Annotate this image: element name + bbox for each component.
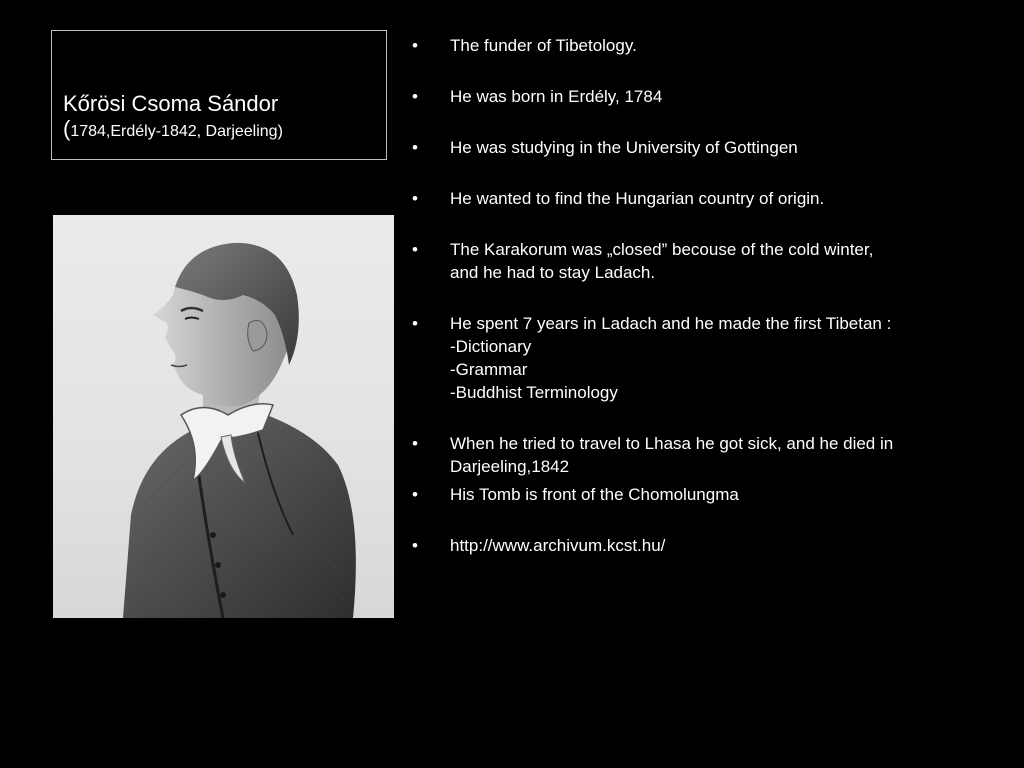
portrait-illustration	[53, 215, 394, 618]
portrait-image	[53, 215, 394, 618]
title-box	[51, 30, 387, 160]
bullet-item	[408, 432, 1008, 478]
bullet-text: The funder of Tibetology.	[450, 36, 637, 55]
bullet-icon: •	[412, 240, 418, 259]
slide-title	[63, 91, 383, 144]
bullet-text: http://www.archivum.kcst.hu/	[450, 536, 666, 555]
bullet-icon: •	[412, 87, 418, 106]
bullet-item	[408, 136, 1008, 159]
bullet-text: His Tomb is front of the Chomolungma	[450, 485, 739, 504]
bullet-line: -Grammar	[450, 360, 528, 379]
bullet-list	[408, 34, 1008, 557]
bullet-line: -Buddhist Terminology	[450, 383, 618, 402]
bullet-icon: •	[412, 138, 418, 157]
title-name: Kőrösi Csoma Sándor	[63, 91, 279, 116]
bullet-icon: •	[412, 36, 418, 55]
bullet-icon: •	[412, 434, 418, 453]
bullet-item	[408, 312, 1008, 404]
bullet-item	[408, 34, 1008, 57]
title-subtitle: 1784,Erdély-1842, Darjeeling)	[70, 123, 283, 140]
bullet-item	[408, 483, 1008, 506]
bullet-item	[408, 238, 1008, 284]
bullet-icon: •	[412, 485, 418, 504]
title-open-paren: (	[63, 116, 71, 141]
bullet-line: and he had to stay Ladach.	[450, 263, 656, 282]
bullet-line: He spent 7 years in Ladach and he made the first Tibetan :	[450, 314, 892, 333]
title-subtitle-line	[63, 117, 383, 144]
bullet-text	[450, 432, 1008, 478]
bullet-item	[408, 534, 1008, 557]
bullet-line: When he tried to travel to Lhasa he got sick, and he died in	[450, 434, 894, 453]
bullet-item	[408, 187, 1008, 210]
bullet-line: The Karakorum was „closed” becouse of the cold winter,	[450, 240, 874, 259]
bullet-text	[450, 312, 1008, 404]
bullet-line: Darjeeling,1842	[450, 457, 570, 476]
bullet-item	[408, 85, 1008, 108]
bullet-text	[450, 238, 1008, 284]
bullet-icon: •	[412, 189, 418, 208]
bullet-text: He was studying in the University of Gottingen	[450, 138, 798, 157]
bullet-line: -Dictionary	[450, 337, 532, 356]
bullet-text: He was born in Erdély, 1784	[450, 87, 663, 106]
bullet-text: He wanted to find the Hungarian country of origin.	[450, 189, 825, 208]
bullet-icon: •	[412, 536, 418, 555]
bullet-icon: •	[412, 314, 418, 333]
